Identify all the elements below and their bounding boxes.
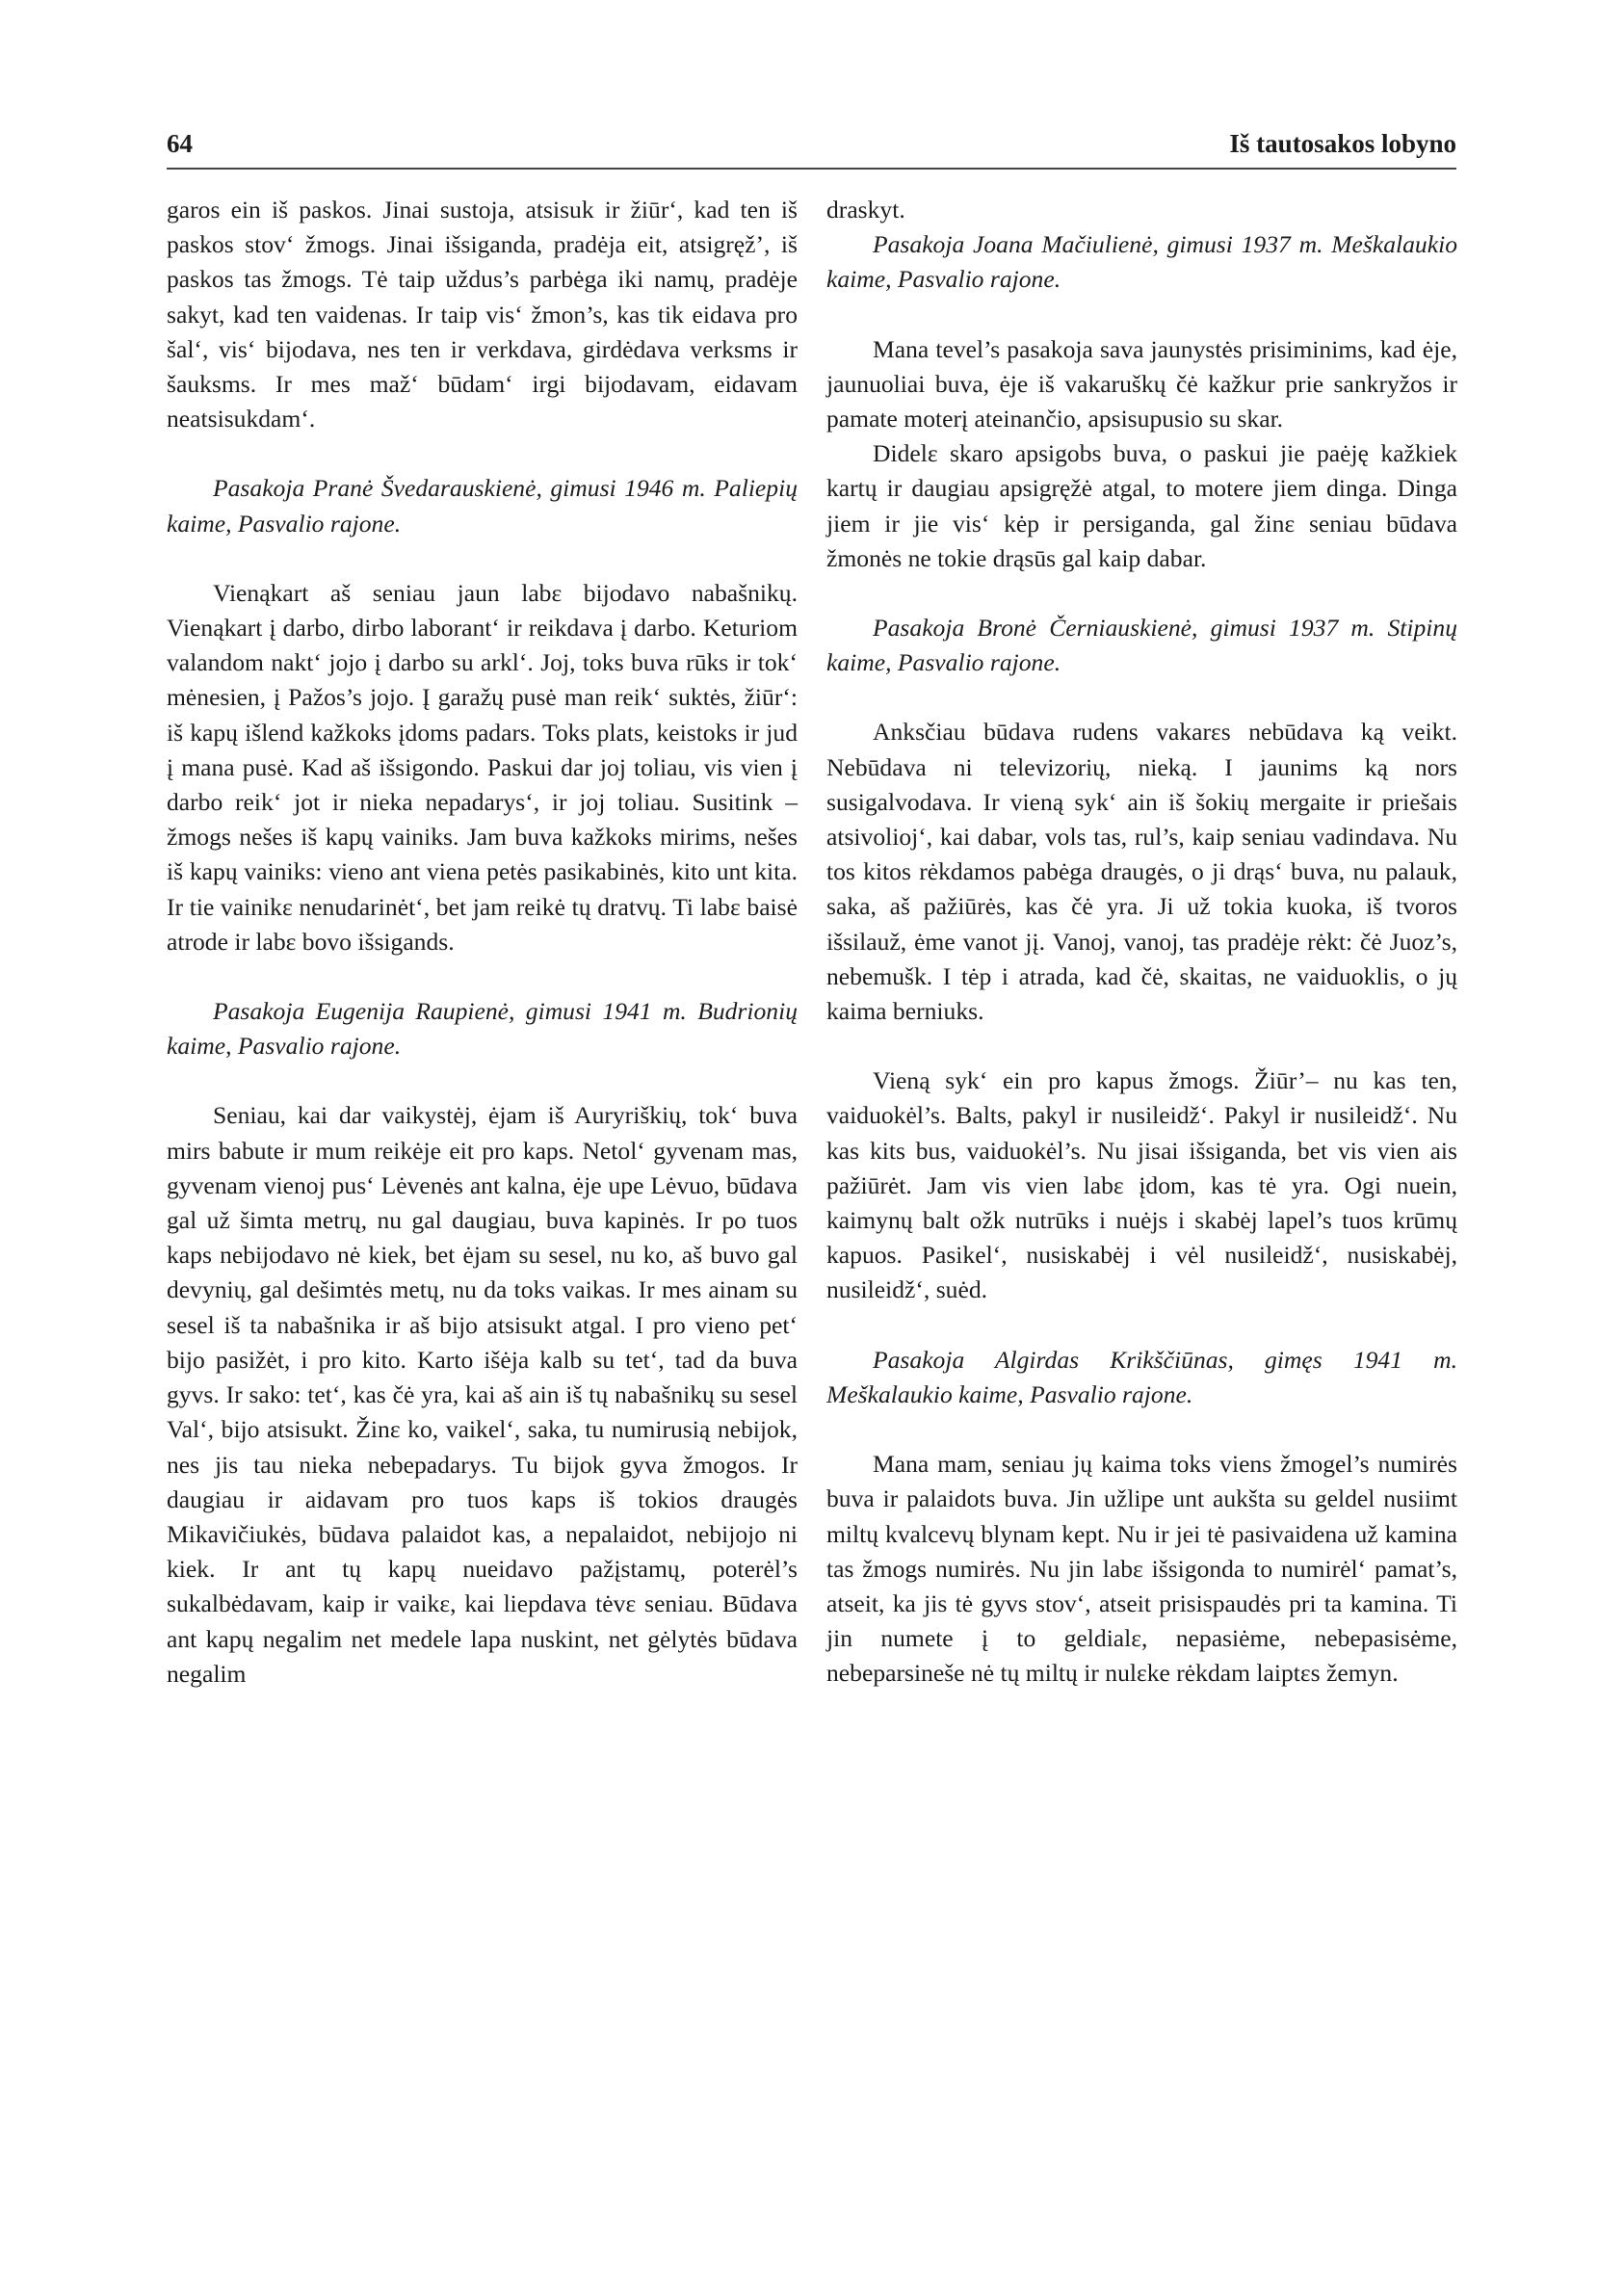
attribution: Pasakoja Joana Mačiulienė, gimusi 1937 m. Meškalaukio kaime, Pasvalio rajone. xyxy=(826,230,1457,294)
paragraph: Anksčiau būdava rudens vakarɛs nebūdava ką veikt. Nebūdava ni televizorių, nieką. I jaunims ką nors susigalvodava. Ir vieną syk‘ ain iš šokių mergaite ir priešais atsivolioj‘, kai dabar, vols tas, rul’s, kaip seniau vadindava. Nu tos kitos rėkdamos pabėga draugės, o ji drąs‘ buva, nu palauk, saka, aš pažiūrės, kas čė yra. Ji už tokia kuoka, iš tvoros išsilauž, ėme vanot jį. Vanoj, vanoj, tas pradėje rėkt: čė Juoz’s, nebemušk. I tėp i atrada, kad čė, skaitas, ne vaiduoklis, o jų kaima berniuks. xyxy=(826,718,1457,1026)
paragraph: Mana tevel’s pasakoja sava jaunystės prisiminims, kad ėje, jaunuoliai buva, ėje iš vakaruškų čė kažkur prie sankryžos ir pamate moterį ateinančio, apsisupusio su skar. xyxy=(826,334,1457,433)
header-rule xyxy=(167,168,1456,170)
page-header xyxy=(167,129,1456,168)
attribution: Pasakoja Pranė Švedarauskienė, gimusi 1946 m. Paliepių kaime, Pasvalio rajone. xyxy=(167,474,798,538)
paragraph: draskyt. xyxy=(826,196,905,223)
running-title: Iš tautosakos lobyno xyxy=(1229,129,1456,158)
paragraph: Vienąkart aš seniau jaun labɛ bijodavo nabašnikų. Vienąkart į darbo, dirbo laborant‘ ir reikdava į darbo. Keturiom valandom nakt‘ jojo į darbo su arkl‘. Joj, toks buva rūks ir tok‘ mėnesien, į Pažos’s jojo. Į garažų pusė man reik‘ suktės, žiūr‘: iš kapų išlend kažkoks įdoms padars. Toks plats, keistoks ir jud į mana pusė. Kad aš išsigondo. Paskui dar joj toliau, vis vien į darbo reik‘ jot ir nieka nepadarys‘, ir joj toliau. Susitink – žmogs nešes iš kapų vainiks. Jam buva kažkoks mirims, nešes iš kapų vainiks: vieno ant viena petės pasikabinės, kito unt kita. Ir tie vainikɛ nenudarinėt‘, bet jam reikė tų dratvų. Ti labɛ baisė atrode ir labɛ bovo išsigands. xyxy=(167,578,798,956)
paragraph: Seniau, kai dar vaikystėj, ėjam iš Auryriškių, tok‘ buva mirs babute ir mum reikėje eit pro kaps. Netol‘ gyvenam mas, gyvenam vienoj pus‘ Lėvenės ant kalna, ėje upe Lėvuo, būdava gal už šimta metrų, nu gal daugiau, buva kapinės. Ir po tuos kaps nebijodavo nė kiek, bet ėjam su sesel, nu ko, aš buvo gal devynių, gal dešimtės metų, nu da toks vaikas. Ir mes ainam su sesel iš ta nabašnika ir aš bijo atsisukt atgal. I pro vieno pet‘ bijo pasižėt, i pro kito. Karto išėja kalb su tet‘, tad da buva gyvs. Ir sako: tet‘, kas čė yra, kai aš ain iš tų nabašnikų su sesel Val‘, bijo atsisukt. Žinɛ ko, vaikel‘, saka, tu numirusią nebijok, nes jis tau nieka nebepadarys. Tu bijok gyva žmogos. Ir daugiau ir aidavam pro tuos kaps iš tokios draugės Mikavičiukės, būdava palaidot kas, a nepalaidot, nebijojo ni kiek. Ir ant tų kapų nueidavo pažįstamų, poterėl’s sukalbėdavam, kaip ir vaikɛ, kai liepdava tėvɛ seniau. Būdava ant kapų negalim net medele lapa nuskint, net gėlytės būdava negalim xyxy=(167,1101,798,1688)
page-number: 64 xyxy=(167,129,193,158)
right-column xyxy=(826,193,1457,1692)
paragraph: garos ein iš paskos. Jinai sustoja, atsisuk ir žiūr‘, kad ten iš paskos stov‘ žmogs. Jinai išsiganda, pradėja eit, atsigręž’, iš paskos tas žmogs. Tė taip uždus’s parbėga iki namų, pradėje sakyt, kad ten vaidenas. Ir taip vis‘ žmon’s, kas tik eidava pro šal‘, vis‘ bijodava, nes ten ir verkdava, girdėdava verksms ir šauksms. Ir mes maž‘ būdam‘ irgi bijodavam, eidavam neatsisukdam‘. xyxy=(167,196,798,433)
attribution: Pasakoja Algirdas Krikščiūnas, gimęs 1941 m. Meškalaukio kaime, Pasvalio rajone. xyxy=(826,1345,1457,1408)
paragraph: Didelɛ skaro apsigobs buva, o paskui jie paėję kažkiek kartų ir daugiau apsigręžė atgal, to motere jiem dinga. Dinga jiem ir jie vis‘ kėp ir persiganda, gal žinɛ seniau būdava žmonės ne tokie drąsūs gal kaip dabar. xyxy=(826,439,1457,572)
attribution: Pasakoja Bronė Černiauskienė, gimusi 1937 m. Stipinų kaime, Pasvalio rajone. xyxy=(826,614,1457,677)
paragraph: Vieną syk‘ ein pro kapus žmogs. Žiūr’– nu kas ten, vaiduokėl’s. Balts, pakyl ir nusileidž‘. Pakyl ir nusileidž‘. Nu kas kits bus, vaiduokėl’s. Nu jisai išsiganda, bet vis vien ais pažiūrėt. Jam vis vien labɛ įdom, kas tė yra. Ogi nuein, kaimynų balt ožk nutrūks i nuėjs i skabėj lapel’s tuos krūmų kapuos. Pasikel‘, nusiskabėj i vėl nusileidž‘, nusiskabėj, nusileidž‘, suėd. xyxy=(826,1066,1457,1304)
left-column xyxy=(167,193,798,1692)
paragraph: Mana mam, seniau jų kaima toks viens žmogel’s numirės buva ir palaidots buva. Jin užlipe unt aukšta su geldel nusiimt miltų kvalcevų blynam kept. Nu ir jei tė pasivaidena už kamina tas žmogs numirės. Nu jin labɛ išsigonda to numirėl‘ pamat’s, atseit, ka jis tė gyvs stov‘, atseit prisispaudės pri ta kamina. Ti jin numete į to geldialɛ, nepasiėme, nebepasisėme, nebeparsineše nė tų miltų ir nulɛke rėkdam laiptɛs žemyn. xyxy=(826,1450,1457,1688)
attribution: Pasakoja Eugenija Raupienė, gimusi 1941 m. Budrionių kaime, Pasvalio rajone. xyxy=(167,997,798,1061)
